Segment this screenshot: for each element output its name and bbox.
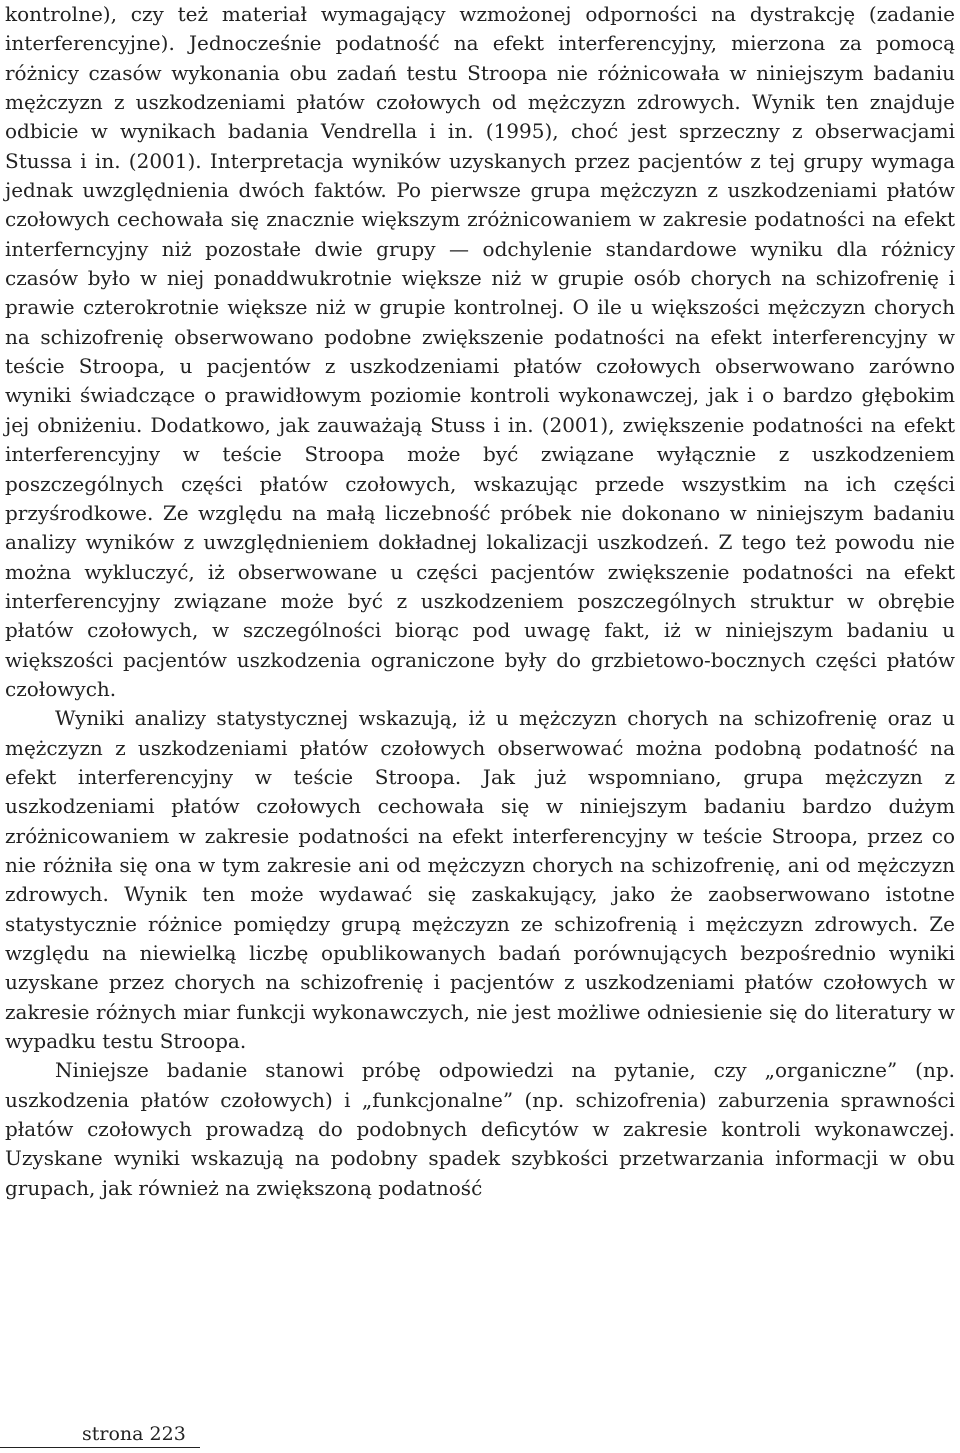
paragraph-2: Wyniki analizy statystycznej wskazują, iż u mężczyzn chorych na schizofrenię oraz u mężczyzn z uszkodzeniami płatów czołowych obserwować można podobną podatność na efekt interferencyjny w teście Stroopa. Jak już wspomniano, grupa mężczyzn z uszkodzeniami płatów czołowych cechowała się w niniejszym badaniu bardzo dużym zróżnicowaniem w zakresie podatności na efekt interferencyjny w teście Stroopa, przez co nie różniła się ona w tym zakresie ani od mężczyzn chorych na schizofrenię, ani od mężczyzn zdrowych. Wynik ten może wydawać się zaskakujący, jako że zaobserwowano istotne statystycznie różnice pomiędzy grupą mężczyzn ze schizofrenią i mężczyzn zdrowych. Ze względu na niewielką liczbę opublikowanych badań porównujących bezpośrednio wyniki uzyskane przez chorych na schizofrenię i pacjentów z uszkodzeniami płatów czołowych w zakresie różnych miar funkcji wykonawczych, nie jest możliwe odniesienie się do literatury w wypadku testu Stroopa. [5,706,955,1054]
page-number: strona 223 [82,1423,186,1445]
page-footer [0,1420,200,1453]
document-body [5,0,955,1203]
paragraph-3: Niniejsze badanie stanowi próbę odpowiedzi na pytanie, czy „organiczne” (np. uszkodzenia płatów czołowych) i „funkcjonalne” (np. schizofrenia) zaburzenia sprawności płatów czołowych prowadzą do podobnych deficytów w zakresie kontroli wykonawczej. Uzyskane wyniki wskazują na podobny spadek szybkości przetwarzania informacji w obu grupach, jak również na zwiększoną podatność [5,1058,955,1200]
footer-rule [0,1447,200,1448]
paragraph-1: kontrolne), czy też materiał wymagający wzmożonej odporności na dystrakcję (zadanie interferencyjne). Jednocześnie podatność na efekt interferencyjny, mierzona za pomocą różnicy czasów wykonania obu zadań testu Stroopa nie różnicowała w niniejszym badaniu mężczyzn z uszkodzeniami płatów czołowych od mężczyzn zdrowych. Wynik ten znajduje odbicie w wynikach badania Vendrella i in. (1995), choć jest sprzeczny z obserwacjami Stussa i in. (2001). Interpretacja wyników uzyskanych przez pacjentów z tej grupy wymaga jednak uwzględnienia dwóch faktów. Po pierwsze grupa mężczyzn z uszkodzeniami płatów czołowych cechowała się znacznie większym zróżnicowaniem w zakresie podatności na efekt interferncyjny niż pozostałe dwie grupy — odchylenie standardowe wyniku dla różnicy czasów było w niej ponaddwukrotnie większe niż w grupie osób chorych na schizofrenię i prawie czterokrotnie większe niż w grupie kontrolnej. O ile u większości mężczyzn chorych na schizofrenię obserwowano podobne zwiększenie podatności na efekt interferencyjny w teście Stroopa, u pacjentów z uszkodzeniami płatów czołowych obserwowano zarówno wyniki świadczące o prawidłowym poziomie kontroli wykonawczej, jak i o bardzo głębokim jej obniżeniu. Dodatkowo, jak zauważają Stuss i in. (2001), zwiększenie podatności na efekt interferencyjny w teście Stroopa może być związane wyłącznie z uszkodzeniem poszczególnych części płatów czołowych, wskazując przede wszystkim na ich części przyśrodkowe. Ze względu na małą liczebność próbek nie dokonano w niniejszym badaniu analizy wyników z uwzględnieniem dokładnej lokalizacji uszkodzeń. Z tego też powodu nie można wykluczyć, iż obserwowane u części pacjentów zwiększenie podatności na efekt interferencyjny związane może być z uszkodzeniem poszczególnych struktur w obrębie płatów czołowych, w szczególności biorąc pod uwagę fakt, iż w niniejszym badaniu u większości pacjentów uszkodzenia ograniczone były do grzbietowo-bocznych części płatów czołowych. [5,2,955,701]
